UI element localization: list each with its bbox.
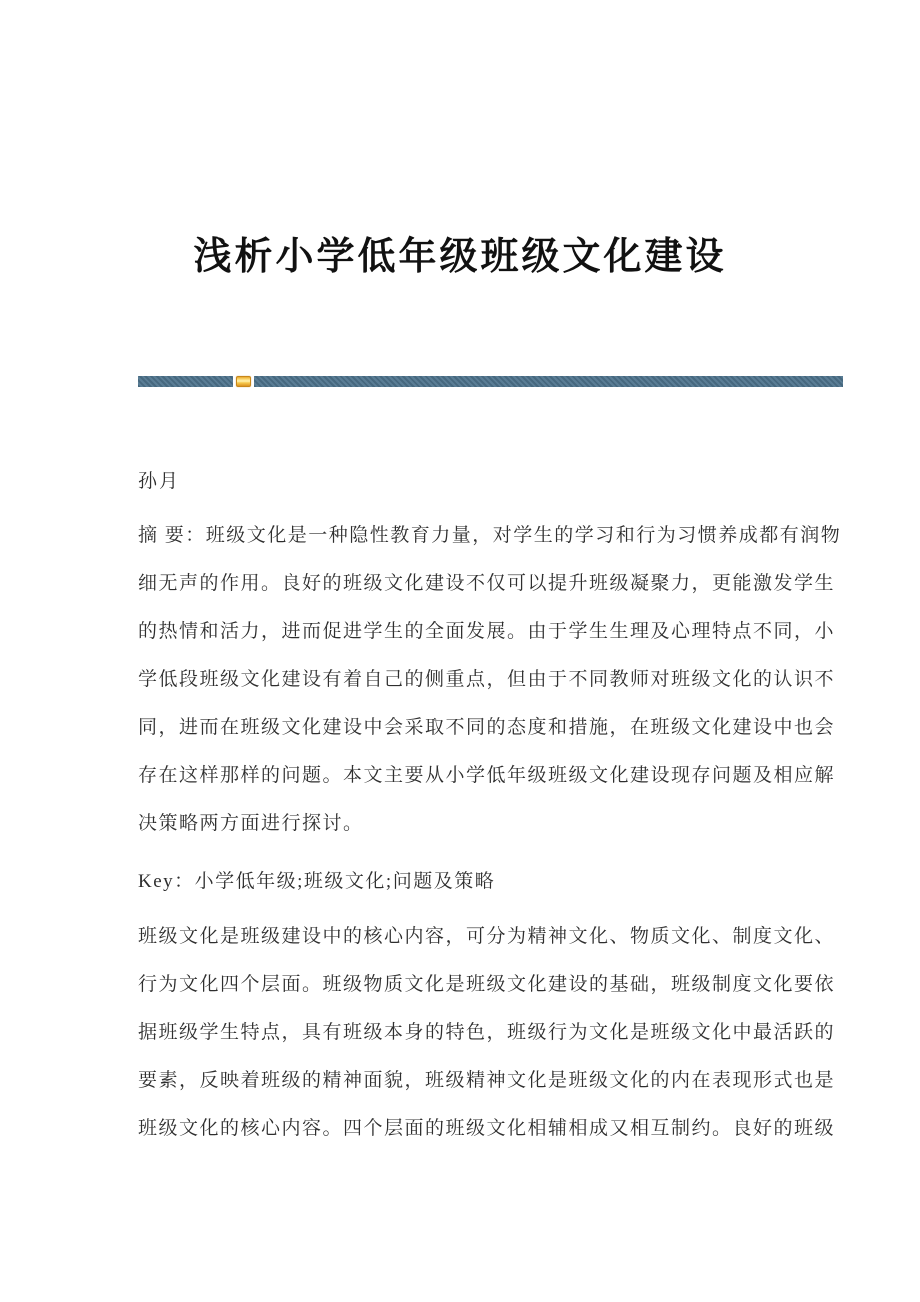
abstract-line: 决策略两方面进行探讨。 — [138, 813, 364, 834]
body-line: 班级文化的核心内容。四个层面的班级文化相辅相成又相互制约。良好的班级 — [138, 1118, 836, 1139]
body-line: 行为文化四个层面。班级物质文化是班级文化建设的基础，班级制度文化要依 — [138, 974, 836, 995]
abstract-line: 摘 要：班级文化是一种隐性教育力量，对学生的学习和行为习惯养成都有润物 — [138, 525, 842, 546]
body-line: 要素，反映着班级的精神面貌，班级精神文化是班级文化的内在表现形式也是 — [138, 1070, 836, 1091]
abstract-line: 存在这样那样的问题。本文主要从小学低年级班级文化建设现存问题及相应解 — [138, 765, 836, 786]
divider-bar-right — [254, 376, 843, 387]
page-title: 浅析小学低年级班级文化建设 — [193, 236, 727, 279]
keywords-line: Key：小学低年级;班级文化;问题及策略 — [138, 871, 496, 892]
abstract-paragraph — [138, 512, 848, 848]
body-paragraph — [138, 913, 848, 1153]
abstract-line: 学低段班级文化建设有着自己的侧重点，但由于不同教师对班级文化的认识不 — [138, 669, 836, 690]
abstract-line: 细无声的作用。良好的班级文化建设不仅可以提升班级凝聚力，更能激发学生 — [138, 573, 836, 594]
divider-bar-left — [138, 376, 233, 387]
body-line: 班级文化是班级建设中的核心内容，可分为精神文化、物质文化、制度文化、 — [138, 926, 836, 947]
title-divider — [138, 375, 843, 387]
gold-ornament-icon — [236, 376, 251, 387]
abstract-line: 同，进而在班级文化建设中会采取不同的态度和措施，在班级文化建设中也会 — [138, 717, 836, 738]
body-line: 据班级学生特点，具有班级本身的特色，班级行为文化是班级文化中最活跃的 — [138, 1022, 836, 1043]
author-name: 孙月 — [138, 471, 181, 492]
abstract-line: 的热情和活力，进而促进学生的全面发展。由于学生生理及心理特点不同，小 — [138, 621, 836, 642]
